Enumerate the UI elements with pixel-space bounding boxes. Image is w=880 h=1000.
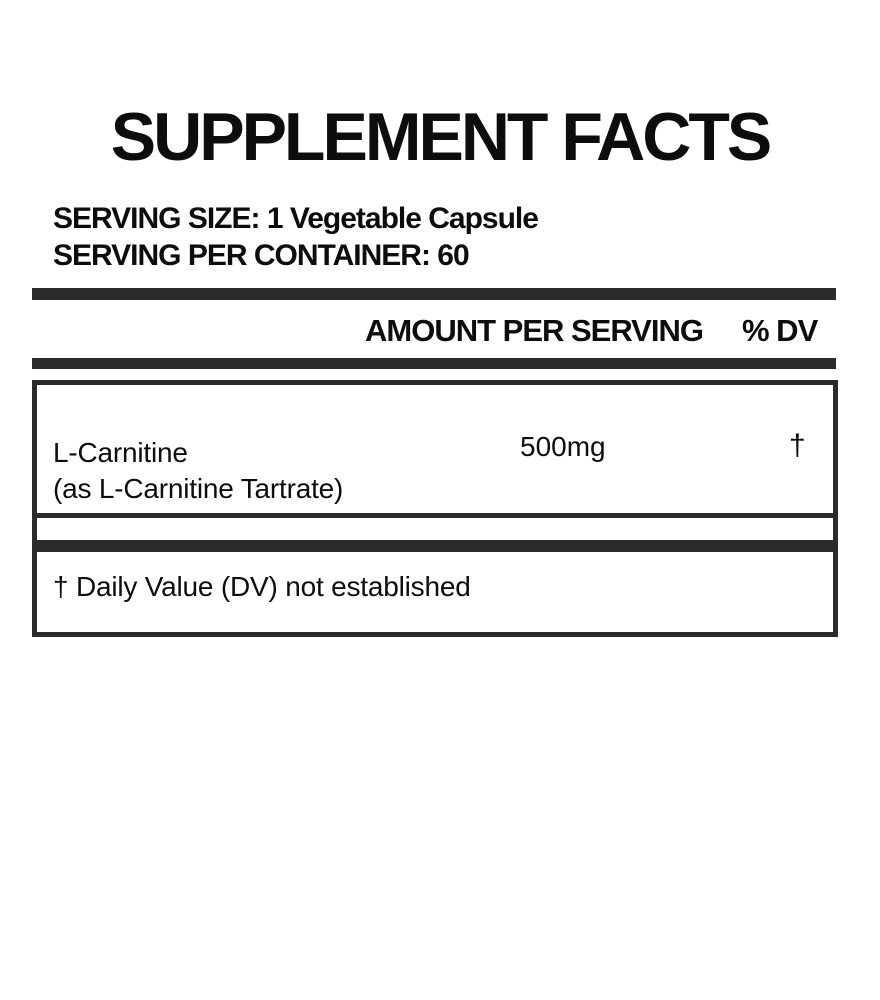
- header-divider-bar: [32, 358, 836, 369]
- amount-per-serving-header: AMOUNT PER SERVING: [365, 313, 703, 348]
- serving-info: [53, 200, 538, 274]
- top-divider-bar: [32, 288, 836, 300]
- percent-dv-header: % DV: [742, 313, 818, 348]
- nutrient-amount: 500mg: [520, 431, 606, 462]
- footnote-row: [37, 552, 833, 632]
- thick-divider: [37, 540, 833, 552]
- serving-size-line: SERVING SIZE: 1 Vegetable Capsule: [53, 202, 538, 235]
- nutrient-detail: (as L-Carnitine Tartrate): [53, 473, 344, 504]
- nutrient-row: [37, 385, 833, 513]
- nutrient-name-block: [53, 435, 343, 507]
- column-headers: [0, 313, 880, 353]
- nutrient-name: L-Carnitine: [53, 437, 188, 468]
- nutrient-dv-symbol: †: [789, 429, 806, 462]
- facts-box: [32, 380, 838, 637]
- footnote-text: † Daily Value (DV) not established: [53, 571, 471, 602]
- servings-per-container-line: SERVING PER CONTAINER: 60: [53, 239, 469, 272]
- empty-row: [37, 518, 833, 540]
- label-title: SUPPLEMENT FACTS: [110, 99, 770, 175]
